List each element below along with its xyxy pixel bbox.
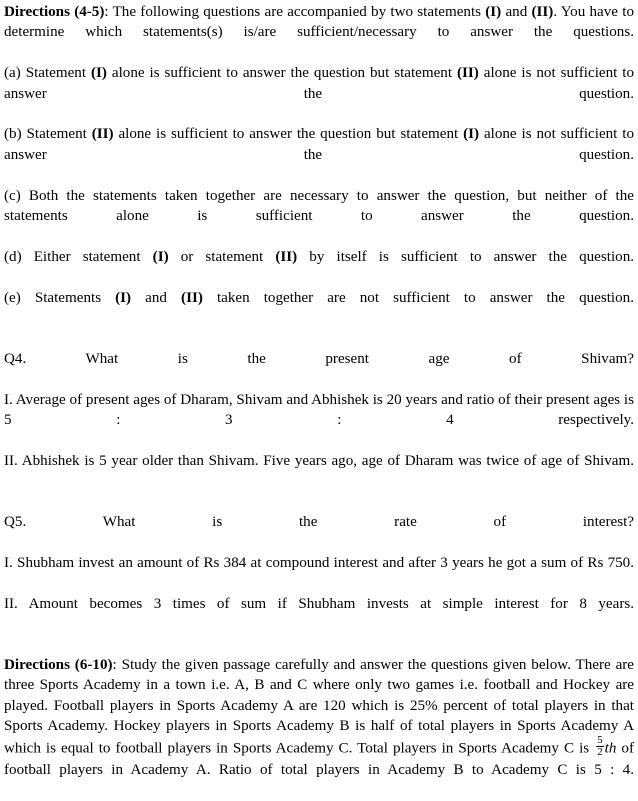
fraction-suffix-th: th [604,740,617,757]
option-a-paragraph [4,63,634,124]
option-b-bold-2: (I) [463,126,480,143]
directions-6-10-colon: : [112,656,122,673]
option-b-text-b: alone is sufficient to answer the question but statement [113,126,464,143]
option-d-text-b: or statement [168,248,276,265]
option-e-paragraph [4,288,634,329]
option-e-bold-1: (I) [115,289,132,306]
directions-6-10-label: Directions (6-10) [4,656,113,673]
option-a-bold-1: (I) [91,65,107,82]
question-5-stem: Q5. What is the rate of interest? [4,514,634,531]
directions-4-5-text-a: The following questions are accompanied by two statements [112,4,486,20]
directions-4-5-colon: : [104,4,113,20]
option-b-text-a: (b) Statement [4,126,92,143]
question-4-statement-1: I. Average of present ages of Dharam, Shivam and Abhishek is 20 years and ratio of their present ages is 5 : 3 : 4 respectively. [4,391,634,429]
option-a-text-a: (a) Statement [4,65,91,82]
option-a-bold-2: (II) [457,65,479,82]
option-d-paragraph [4,247,634,288]
option-a-text-c: alone is not sufficient to answer the question. [4,65,635,102]
directions-4-5-paragraph [4,2,634,63]
option-d-text-c: by itself is sufficient to answer the question. [297,248,635,265]
question-5-statement-1: I. Shubham invest an amount of Rs 384 at compound interest and after 3 years he got a sum of Rs 750. [4,554,634,571]
option-e-bold-2: (II) [181,289,203,306]
option-d-text-a: (d) Either statement [4,248,153,265]
option-d-bold-2: (II) [275,248,298,265]
directions-6-10-passage-part-1: Study the given passage carefully and answer the questions given below. There are three Sports Academy in a town i.e. A, B and C where only two games i.e. football and Hockey are played. Football players in Sports Academy A are 120 which is 25% percent of total players in that Sports Academy. Hockey players in Sports Academy B is half of total players in Sports Academy A which is equal to football players in Sports Academy C. Total players in Sports Academy C is [4,656,634,757]
question-5-statement-2: II. Amount becomes 3 times of sum if Shubham invests at simple interest for 8 years. [4,595,634,612]
directions-4-5-bold-2: (II) [531,4,554,20]
fraction-denominator: 2 [597,746,603,759]
option-b-bold-1: (II) [91,126,114,143]
directions-6-10-paragraph [4,655,634,801]
question-4-statement-2: II. Abhishek is 5 year older than Shivam. Five years ago, age of Dharam was twice of age of Shivam. [4,452,634,469]
option-e-text-c: taken together are not sufficient to answer the question. [202,289,634,306]
directions-4-5-label: Directions (4-5) [4,4,105,20]
directions-4-5-bold-1: (I) [485,4,502,20]
option-d-bold-1: (I) [152,248,169,265]
option-a-text-b: alone is sufficient to answer the question but statement [106,65,457,82]
directions-6-10-passage-part-2: of football players in Academy A. Ratio of total players in Academy B to Academy C is 5 : 4. [4,740,634,778]
option-e-text-a: (e) Statements [4,289,116,306]
option-c-paragraph: (c) Both the statements taken together are necessary to answer the question, but neither of the statements alone is sufficient to answer the question. [4,187,634,225]
directions-4-5-text-b: and [501,4,532,20]
option-b-text-c: alone is not sufficient to answer the question. [4,126,635,163]
fraction-numerator: 5 [597,734,603,747]
directions-4-5-text-c: . You have to determine which statements(s) is/are sufficient/necessary to answer the questions. [4,4,634,41]
option-b-paragraph [4,124,634,185]
question-4-stem: Q4. What is the present age of Shivam? [4,350,634,367]
option-e-text-b: and [131,289,182,306]
fraction-five-halves [596,735,603,758]
